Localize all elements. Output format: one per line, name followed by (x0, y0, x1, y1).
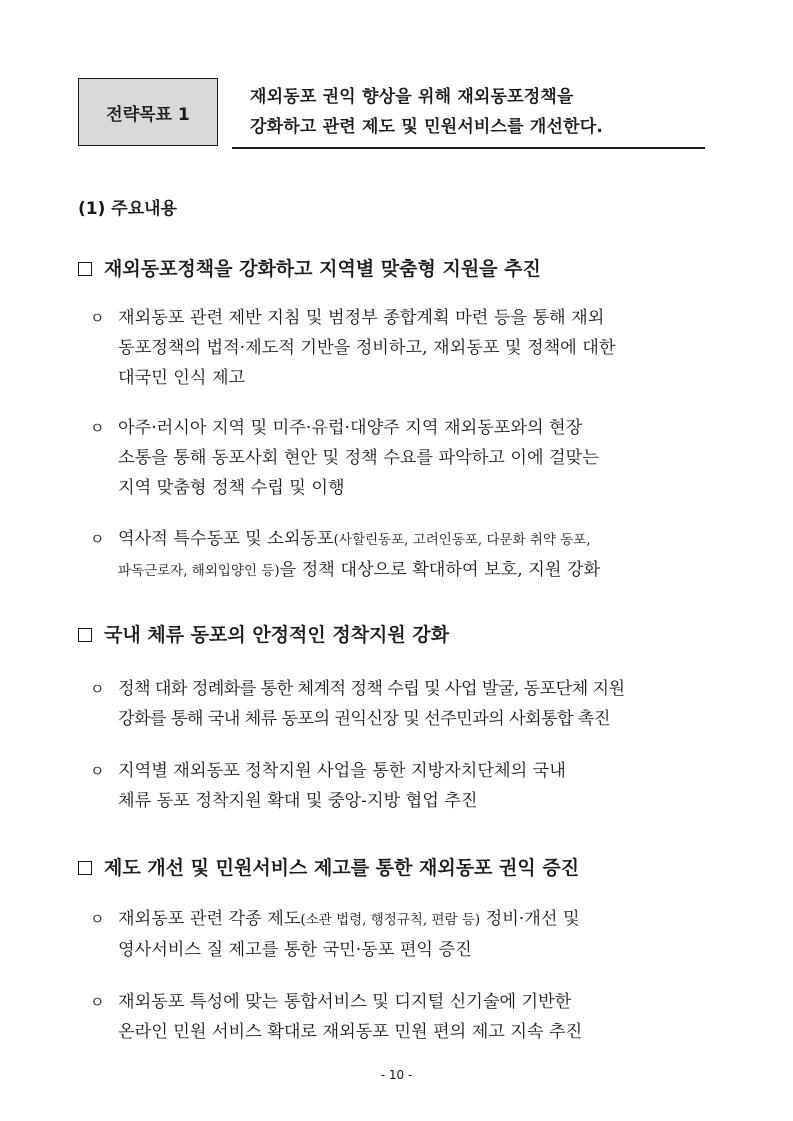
heading-text: 제도 개선 및 민원서비스 제고를 통한 재외동포 권익 증진 (104, 857, 580, 879)
bullet-item-legal-basis (90, 303, 720, 393)
circle-bullet-icon: ㅇ (90, 993, 105, 1011)
bullet-line: 지역별 재외동포 정착지원 사업을 통한 지방자치단체의 국내 (118, 761, 566, 781)
bullet-line: 대국민 인식 제고 (118, 368, 246, 388)
bullet-item-policy-dialogue (90, 674, 720, 734)
heading-domestic-settlement (78, 622, 449, 648)
page-number: - 10 - (380, 1068, 413, 1082)
goal-title-line-2: 강화하고 관련 제도 및 민원서비스를 개선한다. (250, 117, 604, 137)
bullet-line (90, 904, 720, 935)
circle-bullet-icon: ㅇ (90, 530, 105, 548)
bullet-line: 온라인 민원 서비스 확대로 재외동포 민원 편의 제고 지속 추진 (118, 1022, 583, 1042)
bullet-line: 재외동포 특성에 맞는 통합서비스 및 디지털 신기술에 기반한 (118, 992, 572, 1012)
goal-title-line-1: 재외동포 권익 향상을 위해 재외동포정책을 (250, 87, 574, 107)
heading-policy-strengthening (78, 256, 541, 282)
square-bullet-icon (78, 262, 92, 276)
heading-system-improvement (78, 855, 579, 881)
bullet-line: 재외동포 관련 제반 지침 및 범정부 종합계획 마련 등을 통해 재외 (118, 308, 605, 328)
bullet-line: 강화를 통해 국내 체류 동포의 권익신장 및 선주민과의 사회통합 촉진 (118, 709, 610, 729)
section-title: (1) 주요내용 (78, 199, 177, 219)
circle-bullet-icon: ㅇ (90, 762, 105, 780)
bullet-text: 정비·개선 및 (480, 909, 580, 929)
heading-text: 재외동포정책을 강화하고 지역별 맞춤형 지원을 추진 (104, 258, 541, 280)
bullet-text: 재외동포 관련 각종 제도 (118, 909, 301, 929)
circle-bullet-icon: ㅇ (90, 419, 105, 437)
bullet-line: 지역 맞춤형 정책 수립 및 이행 (118, 478, 345, 498)
circle-bullet-icon: ㅇ (90, 910, 105, 928)
bullet-item-online-services (90, 987, 720, 1047)
bullet-line: 소통을 통해 동포사회 현안 및 정책 수요를 파악하고 이에 걸맞는 (118, 448, 599, 468)
bullet-note: (사할린동포, 고려인동포, 다문화 취약 동포, (333, 532, 591, 548)
bullet-line: 영사서비스 질 제고를 통한 국민·동포 편익 증진 (118, 940, 472, 960)
heading-text: 국내 체류 동포의 안정적인 정착지원 강화 (104, 624, 450, 646)
bullet-line: 정책 대화 정례화를 통한 체계적 정책 수립 및 사업 발굴, 동포단체 지원 (118, 679, 625, 699)
bullet-line: 아주·러시아 지역 및 미주·유럽·대양주 지역 재외동포와의 현장 (118, 418, 583, 438)
strategic-goal-label: 전략목표 1 (78, 78, 218, 146)
goal-title-underline (232, 147, 705, 149)
bullet-line: 체류 동포 정착지원 확대 및 중앙-지방 협업 추진 (118, 791, 478, 811)
bullet-item-special-compatriots (90, 524, 720, 586)
strategic-goal-title (250, 82, 710, 142)
bullet-note: (소관 법령, 행정규칙, 편람 등) (300, 912, 481, 928)
bullet-item-regional-settlement (90, 756, 720, 816)
square-bullet-icon (78, 861, 92, 875)
circle-bullet-icon: ㅇ (90, 680, 105, 698)
bullet-line (90, 524, 720, 555)
circle-bullet-icon: ㅇ (90, 309, 105, 327)
bullet-text: 을 정책 대상으로 확대하여 보호, 지원 강화 (279, 560, 601, 580)
bullet-item-system-reform (90, 904, 720, 965)
bullet-text: 역사적 특수동포 및 소외동포 (118, 529, 334, 549)
bullet-line: 동포정책의 법적·제도적 기반을 정비하고, 재외동포 및 정책에 대한 (118, 338, 616, 358)
bullet-note: 파독근로자, 해외입양인 등) (118, 563, 280, 579)
square-bullet-icon (78, 628, 92, 642)
bullet-item-regional-communication (90, 413, 720, 503)
bullet-line (90, 555, 720, 586)
